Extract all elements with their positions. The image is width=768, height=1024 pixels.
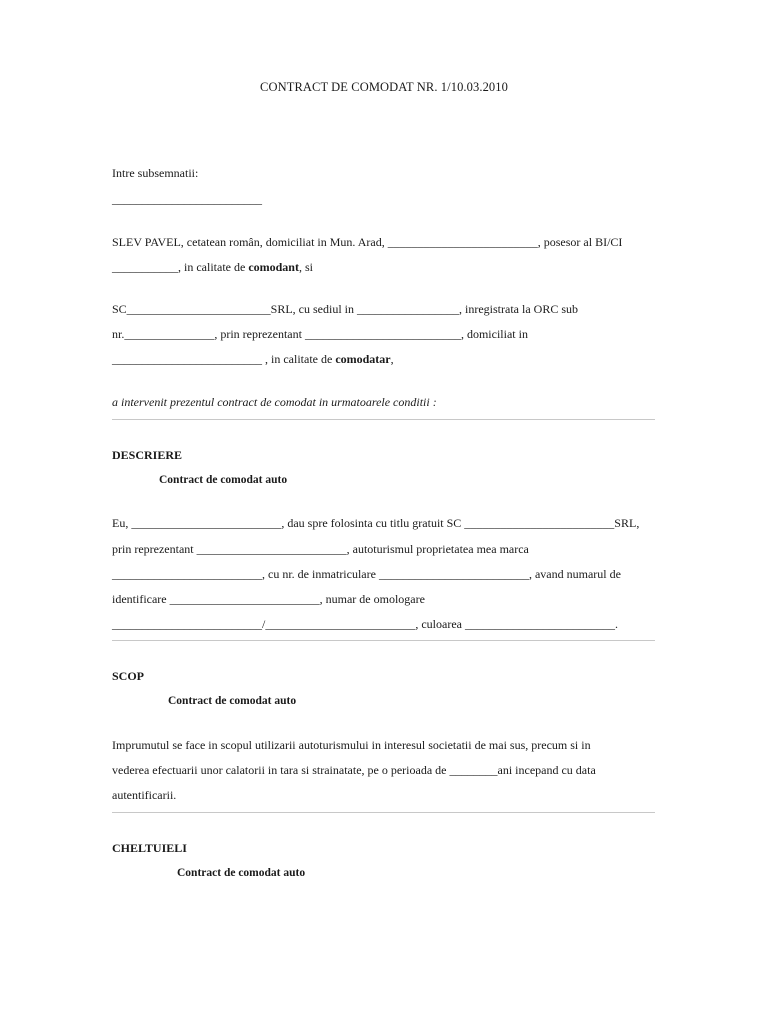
section-subheading-scop: Contract de comodat auto bbox=[168, 695, 297, 707]
party2-line1: SC________________________SRL, cu sediul in _________________, inregistrata la ORC sub bbox=[112, 302, 578, 316]
section-heading-descriere: DESCRIERE bbox=[112, 448, 183, 462]
party2-line3-tail: , bbox=[390, 352, 394, 366]
section-heading-cheltuieli: CHELTUIELI bbox=[112, 841, 187, 855]
party2-line3 bbox=[112, 352, 394, 366]
scop-line-2: vederea efectuarii unor calatorii in tara si strainatate, pe o perioada de ________ani incepand cu data bbox=[112, 763, 596, 777]
section-heading-scop: SCOP bbox=[112, 669, 145, 683]
scop-line-3: autentificarii. bbox=[112, 788, 177, 802]
divider bbox=[112, 812, 655, 813]
section-subheading-cheltuieli: Contract de comodat auto bbox=[177, 867, 306, 879]
descriere-line-3: _________________________, cu nr. de inmatriculare _________________________, avand numarul de bbox=[112, 567, 621, 581]
party1-line1: SLEV PAVEL, cetatean român, domiciliat in Mun. Arad, _________________________, posesor al BI/CI bbox=[112, 235, 623, 249]
divider bbox=[112, 640, 655, 641]
document-title: CONTRACT DE COMODAT NR. 1/10.03.2010 bbox=[260, 80, 508, 94]
descriere-line-2: prin reprezentant _________________________, autoturismul proprietatea mea marca bbox=[112, 542, 529, 556]
role-comodant: comodant bbox=[248, 260, 299, 274]
section-subheading-descriere: Contract de comodat auto bbox=[159, 474, 288, 486]
role-comodatar: comodatar bbox=[335, 352, 391, 366]
preamble: a intervenit prezentul contract de comodat in urmatoarele conditii : bbox=[112, 395, 437, 409]
party2-line2: nr._______________, prin reprezentant __________________________, domiciliat in bbox=[112, 327, 528, 341]
divider bbox=[112, 419, 655, 420]
descriere-line-4: identificare _________________________, numar de omologare bbox=[112, 592, 425, 606]
scop-line-1: Imprumutul se face in scopul utilizarii autoturismului in interesul societatii de mai sus, precum si in bbox=[112, 738, 591, 752]
intro-label: Intre subsemnatii: bbox=[112, 166, 199, 180]
party2-line3-text: _________________________ , in calitate de bbox=[112, 352, 336, 366]
intro-blank: _________________________ bbox=[112, 192, 262, 206]
descriere-line-1: Eu, _________________________, dau spre folosinta cu titlu gratuit SC _________________________SRL, bbox=[112, 516, 640, 530]
party1-line2 bbox=[112, 260, 313, 274]
party1-line2-text: ___________, in calitate de bbox=[112, 260, 249, 274]
party1-line2-tail: , si bbox=[298, 260, 313, 274]
descriere-line-5: _________________________/_________________________, culoarea _________________________. bbox=[112, 617, 618, 631]
